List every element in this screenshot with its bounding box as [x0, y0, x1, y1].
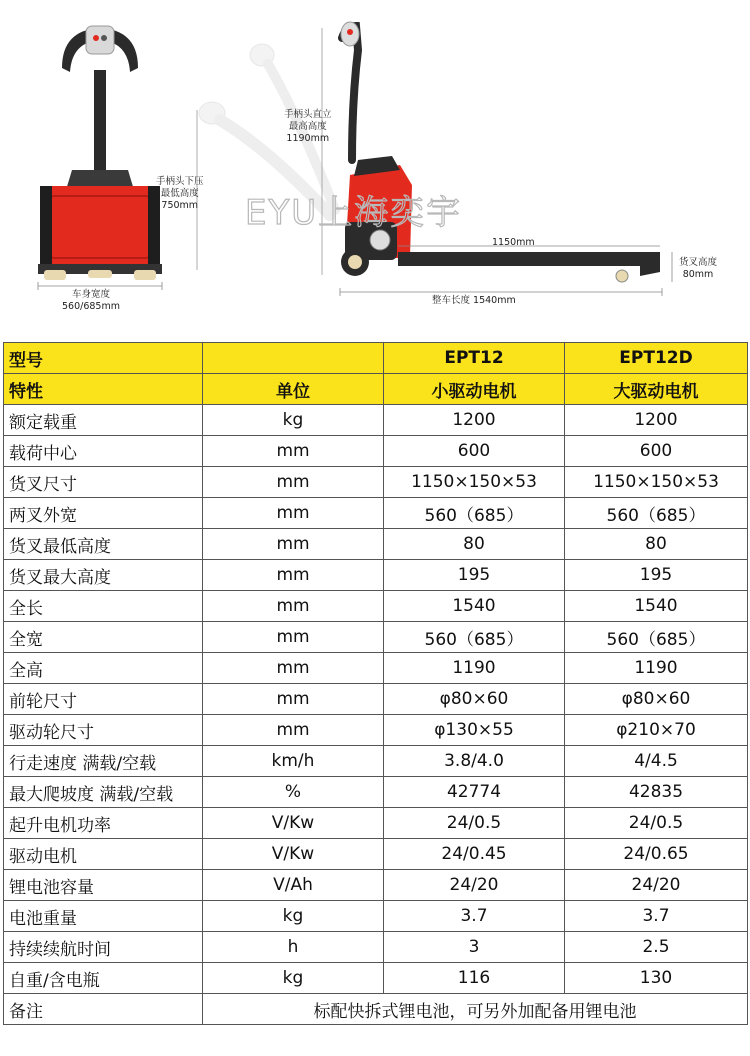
unit-cell: %: [203, 777, 384, 808]
spec-name-cell: 全宽: [4, 622, 203, 653]
spec-table-body: [4, 343, 748, 1025]
spec-name-cell: 持续续航时间: [4, 932, 203, 963]
value-cell: 42835: [565, 777, 748, 808]
unit-cell: mm: [203, 436, 384, 467]
table-row: [4, 839, 748, 870]
spec-name-cell: 额定载重: [4, 405, 203, 436]
value-cell: 80: [384, 529, 565, 560]
value-cell: 195: [565, 560, 748, 591]
value-cell: 24/0.5: [565, 808, 748, 839]
note-row: [4, 994, 748, 1025]
value-cell: 3: [384, 932, 565, 963]
spec-name-cell: 全长: [4, 591, 203, 622]
spec-name-cell: 货叉最低高度: [4, 529, 203, 560]
unit-cell: mm: [203, 591, 384, 622]
value-cell: 24/0.5: [384, 808, 565, 839]
value-cell: φ80×60: [384, 684, 565, 715]
header-cell: EPT12: [384, 343, 565, 374]
header-cell: EPT12D: [565, 343, 748, 374]
value-cell: 195: [384, 560, 565, 591]
spec-name-cell: 前轮尺寸: [4, 684, 203, 715]
side-view: [340, 22, 672, 296]
total-length-label: 整车长度 1540mm: [432, 295, 516, 306]
value-cell: 116: [384, 963, 565, 994]
spec-name-cell: 驱动轮尺寸: [4, 715, 203, 746]
unit-cell: mm: [203, 498, 384, 529]
value-cell: 42774: [384, 777, 565, 808]
value-cell: 1200: [384, 405, 565, 436]
table-row: [4, 529, 748, 560]
unit-cell: kg: [203, 405, 384, 436]
table-row: [4, 467, 748, 498]
value-cell: 1200: [565, 405, 748, 436]
header-cell: 小驱动电机: [384, 374, 565, 405]
value-cell: 130: [565, 963, 748, 994]
value-cell: 24/20: [565, 870, 748, 901]
value-cell: 4/4.5: [565, 746, 748, 777]
spec-table: [3, 342, 748, 1025]
handle-down-label: 手柄头下压 最低高度 750mm: [156, 176, 204, 211]
value-cell: 24/20: [384, 870, 565, 901]
value-cell: 1540: [384, 591, 565, 622]
fork-height-label: 货叉高度 80mm: [679, 257, 718, 280]
table-row: [4, 436, 748, 467]
table-row: [4, 870, 748, 901]
header-cell: 单位: [203, 374, 384, 405]
value-cell: 1150×150×53: [384, 467, 565, 498]
unit-cell: mm: [203, 529, 384, 560]
unit-cell: mm: [203, 560, 384, 591]
unit-cell: mm: [203, 622, 384, 653]
value-cell: 80: [565, 529, 748, 560]
spec-name-cell: 起升电机功率: [4, 808, 203, 839]
unit-cell: km/h: [203, 746, 384, 777]
value-cell: 600: [565, 436, 748, 467]
unit-cell: kg: [203, 963, 384, 994]
table-row: [4, 653, 748, 684]
table-row: [4, 560, 748, 591]
unit-cell: V/Kw: [203, 839, 384, 870]
value-cell: 2.5: [565, 932, 748, 963]
value-cell: 1540: [565, 591, 748, 622]
value-cell: φ130×55: [384, 715, 565, 746]
value-cell: 560（685）: [384, 622, 565, 653]
table-row: [4, 808, 748, 839]
pallet-truck-drawing: [0, 0, 750, 330]
header-cell: [203, 343, 384, 374]
fork-length-label: 1150mm: [492, 237, 535, 248]
spec-name-cell: 全高: [4, 653, 203, 684]
table-row: [4, 715, 748, 746]
table-row: [4, 963, 748, 994]
value-cell: 3.8/4.0: [384, 746, 565, 777]
spec-name-cell: 载荷中心: [4, 436, 203, 467]
value-cell: φ210×70: [565, 715, 748, 746]
spec-name-cell: 货叉最大高度: [4, 560, 203, 591]
table-row: [4, 684, 748, 715]
value-cell: 1190: [565, 653, 748, 684]
value-cell: 3.7: [384, 901, 565, 932]
value-cell: 1190: [384, 653, 565, 684]
unit-cell: V/Kw: [203, 808, 384, 839]
table-row: [4, 498, 748, 529]
table-row: [4, 405, 748, 436]
value-cell: 3.7: [565, 901, 748, 932]
table-row: [4, 622, 748, 653]
header-cell: 大驱动电机: [565, 374, 748, 405]
value-cell: 24/0.65: [565, 839, 748, 870]
product-illustration: [0, 0, 750, 330]
handle-up-label: 手柄头直立 最高高度 1190mm: [284, 109, 332, 144]
unit-cell: h: [203, 932, 384, 963]
spec-name-cell: 自重/含电瓶: [4, 963, 203, 994]
table-row: [4, 901, 748, 932]
table-row: [4, 746, 748, 777]
note-text-cell: 标配快拆式锂电池，可另外加配备用锂电池: [203, 994, 748, 1025]
front-view: [38, 26, 162, 290]
header-row-feature: [4, 374, 748, 405]
note-label-cell: 备注: [4, 994, 203, 1025]
value-cell: φ80×60: [565, 684, 748, 715]
header-cell: 型号: [4, 343, 203, 374]
value-cell: 24/0.45: [384, 839, 565, 870]
table-row: [4, 932, 748, 963]
value-cell: 600: [384, 436, 565, 467]
spec-name-cell: 最大爬坡度 满载/空载: [4, 777, 203, 808]
spec-name-cell: 行走速度 满载/空载: [4, 746, 203, 777]
spec-name-cell: 两叉外宽: [4, 498, 203, 529]
value-cell: 560（685）: [384, 498, 565, 529]
spec-name-cell: 电池重量: [4, 901, 203, 932]
header-row-model: [4, 343, 748, 374]
header-cell: 特性: [4, 374, 203, 405]
unit-cell: mm: [203, 653, 384, 684]
spec-name-cell: 货叉尺寸: [4, 467, 203, 498]
unit-cell: mm: [203, 684, 384, 715]
unit-cell: V/Ah: [203, 870, 384, 901]
body-width-label: 车身宽度 560/685mm: [62, 289, 120, 312]
value-cell: 560（685）: [565, 622, 748, 653]
unit-cell: mm: [203, 467, 384, 498]
unit-cell: mm: [203, 715, 384, 746]
value-cell: 1150×150×53: [565, 467, 748, 498]
value-cell: 560（685）: [565, 498, 748, 529]
watermark-text: EYU上海奕宇: [245, 193, 463, 233]
unit-cell: kg: [203, 901, 384, 932]
table-row: [4, 777, 748, 808]
spec-name-cell: 驱动电机: [4, 839, 203, 870]
table-row: [4, 591, 748, 622]
spec-name-cell: 锂电池容量: [4, 870, 203, 901]
